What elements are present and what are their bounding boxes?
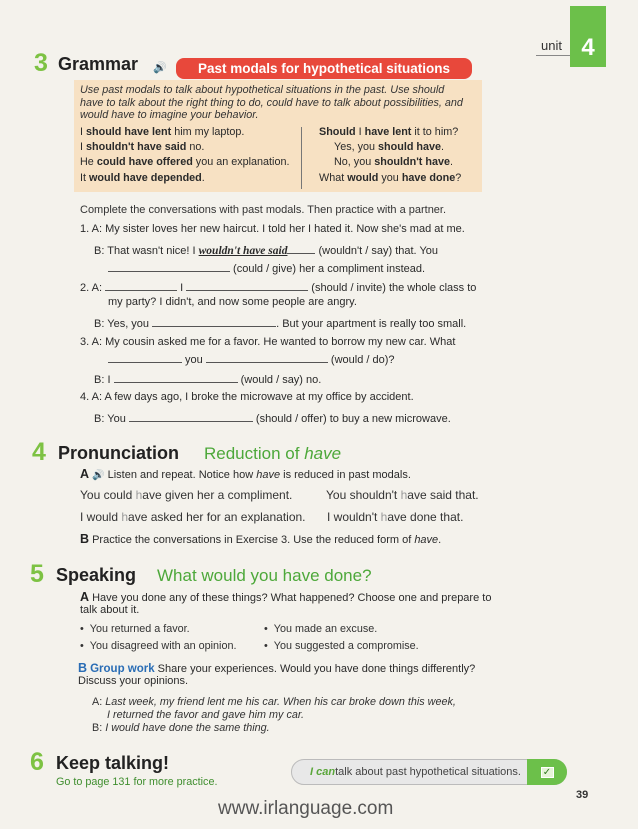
section-6-number: 6 bbox=[30, 748, 44, 776]
dialog-line: A: Last week, my friend lent me his car. When his car broke down this week, bbox=[92, 696, 456, 708]
bullet-item: • You disagreed with an opinion. bbox=[80, 640, 237, 652]
bullet-item: • You returned a favor. bbox=[80, 623, 190, 635]
answer-blank[interactable] bbox=[206, 352, 328, 363]
pronunciation-example-2: You shouldn't have said that. bbox=[326, 488, 479, 502]
checkmark-icon: ✓ bbox=[541, 767, 554, 778]
speaking-subtitle: What would you have done? bbox=[157, 566, 372, 585]
answer-blank[interactable] bbox=[114, 372, 238, 383]
unit-divider bbox=[536, 55, 570, 56]
answer-blank[interactable] bbox=[108, 352, 182, 363]
dialog-line: I returned the favor and gave him my car. bbox=[107, 709, 305, 721]
bullet-item: • You suggested a compromise. bbox=[264, 640, 419, 652]
grammar-example-row: What would you have done? bbox=[319, 171, 462, 184]
speaking-b-cont: Discuss your opinions. bbox=[78, 675, 189, 687]
grammar-examples-right bbox=[319, 125, 461, 186]
conversation-2-b: B: Yes, you . But your apartment is really too small. bbox=[94, 318, 467, 330]
conversation-4-a: 4. A: A few days ago, I broke the microwave at my office by accident. bbox=[80, 391, 414, 403]
grammar-intro: Use past modals to talk about hypothetical situations in the past. Use should have to talk about the right thing to do, could have to talk about possibilities, and would have to imagine your behavior. bbox=[80, 84, 463, 121]
conversation-3-a: 3. A: My cousin asked me for a favor. He wanted to borrow my new car. What bbox=[80, 336, 456, 348]
section-3-number: 3 bbox=[34, 49, 48, 77]
bullet-item: • You made an excuse. bbox=[264, 623, 378, 635]
example-answer: wouldn't have said bbox=[198, 245, 288, 257]
conversation-4-b: B: You (should / offer) to buy a new microwave. bbox=[94, 413, 451, 425]
audio-icon[interactable]: 🔊 bbox=[92, 470, 105, 481]
answer-blank[interactable] bbox=[186, 280, 308, 291]
grammar-example-row: No, you shouldn't have. bbox=[334, 156, 453, 169]
pronunciation-subtitle: Reduction of have bbox=[204, 444, 342, 463]
unit-number-tab: 4 bbox=[570, 6, 606, 67]
unit-label: unit bbox=[541, 38, 562, 53]
pronunciation-b: B Practice the conversations in Exercise 3. Use the reduced form of have. bbox=[80, 532, 442, 546]
answer-blank[interactable] bbox=[108, 261, 230, 272]
grammar-example-row: I shouldn't have said no. bbox=[80, 141, 205, 154]
answer-blank[interactable] bbox=[152, 316, 276, 327]
pronunciation-title: Pronunciation bbox=[58, 443, 179, 463]
conversation-3-b: B: I (would / say) no. bbox=[94, 374, 322, 386]
answer-blank[interactable] bbox=[105, 280, 177, 291]
conversation-1-a: 1. A: My sister loves her new haircut. I told her I hated it. Now she's mad at me. bbox=[80, 223, 465, 235]
grammar-example-row: Should I have lent it to him? bbox=[319, 126, 459, 138]
can-do-statement: I can talk about past hypothetical situations. bbox=[291, 759, 567, 785]
speaking-a: A Have you done any of these things? What happened? Choose one and prepare to bbox=[80, 590, 492, 604]
audio-icon[interactable]: 🔊 bbox=[153, 62, 167, 74]
conversation-1-b: B: That wasn't nice! I wouldn't have said (wouldn't / say) that. You bbox=[94, 245, 439, 257]
section-5-number: 5 bbox=[30, 560, 44, 588]
grammar-example-row: He could have offered you an explanation. bbox=[80, 156, 290, 169]
grammar-instructions: Complete the conversations with past modals. Then practice with a partner. bbox=[80, 204, 447, 216]
conversation-2-a-cont: my party? I didn't, and now some people are angry. bbox=[108, 296, 357, 308]
speaking-title: Speaking bbox=[56, 565, 137, 585]
answer-blank[interactable] bbox=[287, 243, 315, 254]
answer-blank[interactable] bbox=[129, 411, 253, 422]
dialog-line: B: I would have done the same thing. bbox=[92, 722, 270, 734]
keep-talking-link[interactable]: Go to page 131 for more practice. bbox=[56, 776, 218, 788]
grammar-example-row: Yes, you should have. bbox=[334, 141, 445, 154]
pronunciation-example-3: I would have asked her for an explanation. bbox=[80, 510, 306, 524]
group-work-label: Group work bbox=[90, 663, 155, 675]
keep-talking-title: Keep talking! bbox=[56, 753, 170, 773]
pronunciation-example-1: You could have given her a compliment. bbox=[80, 488, 293, 502]
can-do-checkbox[interactable] bbox=[527, 759, 567, 785]
grammar-title: Grammar bbox=[58, 54, 139, 74]
grammar-column-divider bbox=[301, 127, 302, 189]
page-number: 39 bbox=[576, 789, 589, 801]
section-4-number: 4 bbox=[32, 438, 46, 466]
conversation-2-a: 2. A: I (should / invite) the whole class to bbox=[80, 282, 477, 294]
grammar-example-row: It would have depended. bbox=[80, 171, 205, 184]
watermark: www.irlanguage.com bbox=[218, 798, 394, 819]
pronunciation-a: A 🔊 Listen and repeat. Notice how have is reduced in past modals. bbox=[80, 467, 411, 481]
grammar-example-row: I should have lent him my laptop. bbox=[80, 126, 245, 138]
grammar-examples-left bbox=[80, 125, 289, 186]
conversation-1-b-cont: (could / give) her a compliment instead. bbox=[108, 261, 425, 275]
speaking-a-cont: talk about it. bbox=[80, 604, 140, 616]
speaking-b: B Group work Share your experiences. Would you have done things differently? bbox=[78, 661, 476, 675]
grammar-banner: Past modals for hypothetical situations bbox=[176, 58, 472, 79]
pronunciation-example-4: I wouldn't have done that. bbox=[327, 510, 464, 524]
conversation-3-a-cont: you (would / do)? bbox=[108, 352, 395, 366]
